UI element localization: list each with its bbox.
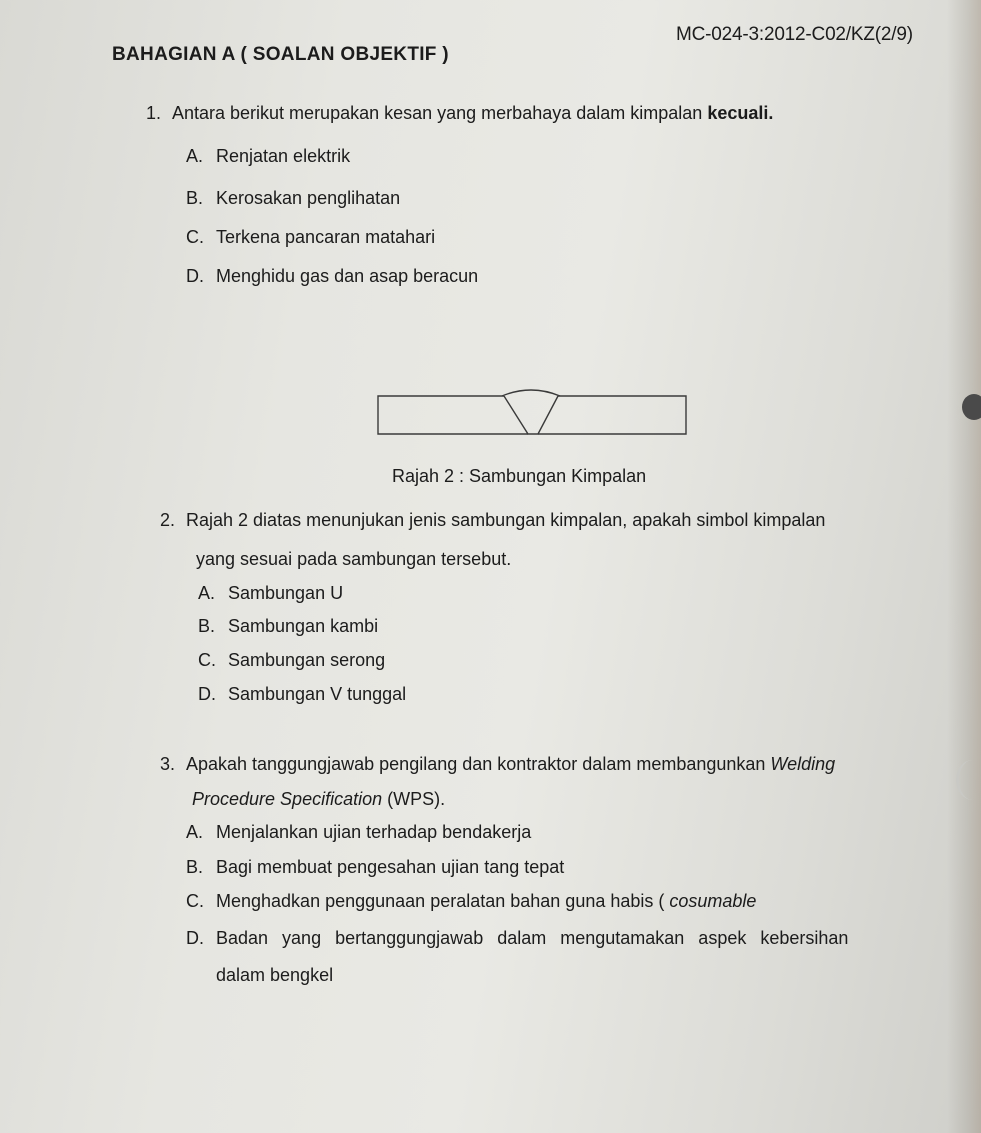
- question-3-italic-term: Welding: [770, 754, 836, 774]
- q2-option-b: [198, 616, 378, 637]
- question-1: [146, 103, 773, 124]
- q2-option-d: [198, 684, 406, 705]
- figure-caption: Rajah 2 : Sambungan Kimpalan: [392, 466, 647, 486]
- q1-option-c: [186, 227, 435, 248]
- option-text: Menghidu gas dan asap beracun: [216, 266, 479, 286]
- option-italic-term: cosumable: [669, 891, 757, 911]
- weld-reinforcement: [502, 390, 560, 396]
- option-letter: A.: [198, 583, 216, 603]
- question-1-keyword: kecuali.: [707, 103, 774, 123]
- page-edge-shadow: [947, 0, 981, 1133]
- option-letter: D.: [186, 928, 204, 948]
- section-title: BAHAGIAN A ( SOALAN OBJEKTIF ): [112, 44, 449, 65]
- q1-option-d: [186, 266, 478, 287]
- weld-joint-diagram: [376, 386, 688, 440]
- question-number: 3.: [160, 754, 176, 774]
- option-letter: C.: [186, 227, 204, 247]
- q3-option-b: [186, 857, 564, 878]
- binder-hole-dot: [962, 394, 981, 420]
- question-3-italic-term-2: Procedure Specification: [192, 789, 383, 809]
- question-3: [160, 754, 835, 775]
- q3-option-d-continued: dalam bengkel: [216, 965, 334, 985]
- q3-option-c: [186, 891, 756, 912]
- option-letter: C.: [186, 891, 204, 911]
- option-letter: B.: [186, 188, 204, 208]
- q3-option-a: [186, 822, 531, 843]
- v-groove: [504, 396, 558, 434]
- binder-hole-arc: [956, 760, 981, 800]
- question-1-text: Antara berikut merupakan kesan yang merbahaya dalam kimpalan: [172, 103, 708, 123]
- right-plate: [538, 396, 686, 434]
- option-letter: A.: [186, 146, 204, 166]
- document-code: MC-024-3:2012-C02/KZ(2/9): [676, 24, 913, 45]
- option-text: Menjalankan ujian terhadap bendakerja: [216, 822, 532, 842]
- q2-option-c: [198, 650, 385, 671]
- option-text: Sambungan kambi: [228, 616, 379, 636]
- q2-option-a: [198, 583, 343, 604]
- question-number: 2.: [160, 510, 176, 530]
- question-number: 1.: [146, 103, 162, 123]
- option-text: Menghadkan penggunaan peralatan bahan guna habis (: [216, 891, 670, 911]
- option-text: Terkena pancaran matahari: [216, 227, 436, 247]
- question-3-text-line-1: Apakah tanggungjawab pengilang dan kontraktor dalam membangunkan: [186, 754, 771, 774]
- option-text: Sambungan U: [228, 583, 344, 603]
- question-2: [160, 510, 825, 531]
- option-text: Kerosakan penglihatan: [216, 188, 401, 208]
- question-3-text-line-2: (WPS).: [382, 789, 446, 809]
- option-letter: D.: [198, 684, 216, 704]
- option-text: Bagi membuat pengesahan ujian tang tepat: [216, 857, 565, 877]
- option-letter: C.: [198, 650, 216, 670]
- q3-option-d: [186, 928, 920, 949]
- option-text: Sambungan serong: [228, 650, 386, 670]
- question-2-text-line-1: Rajah 2 diatas menunjukan jenis sambungan kimpalan, apakah simbol kimpalan: [186, 510, 826, 530]
- left-plate: [378, 396, 528, 434]
- option-letter: A.: [186, 822, 204, 842]
- option-letter: B.: [186, 857, 204, 877]
- option-text: Badan yang bertanggungjawab dalam mengutamakan aspek kebersihan: [216, 928, 849, 948]
- question-3-line-2: [192, 789, 445, 810]
- q1-option-b: [186, 188, 400, 209]
- option-text: Sambungan V tunggal: [228, 684, 407, 704]
- option-letter: B.: [198, 616, 216, 636]
- q1-option-a: [186, 146, 350, 167]
- question-2-line-2: yang sesuai pada sambungan tersebut.: [196, 549, 512, 569]
- option-text: Renjatan elektrik: [216, 146, 351, 166]
- option-letter: D.: [186, 266, 204, 286]
